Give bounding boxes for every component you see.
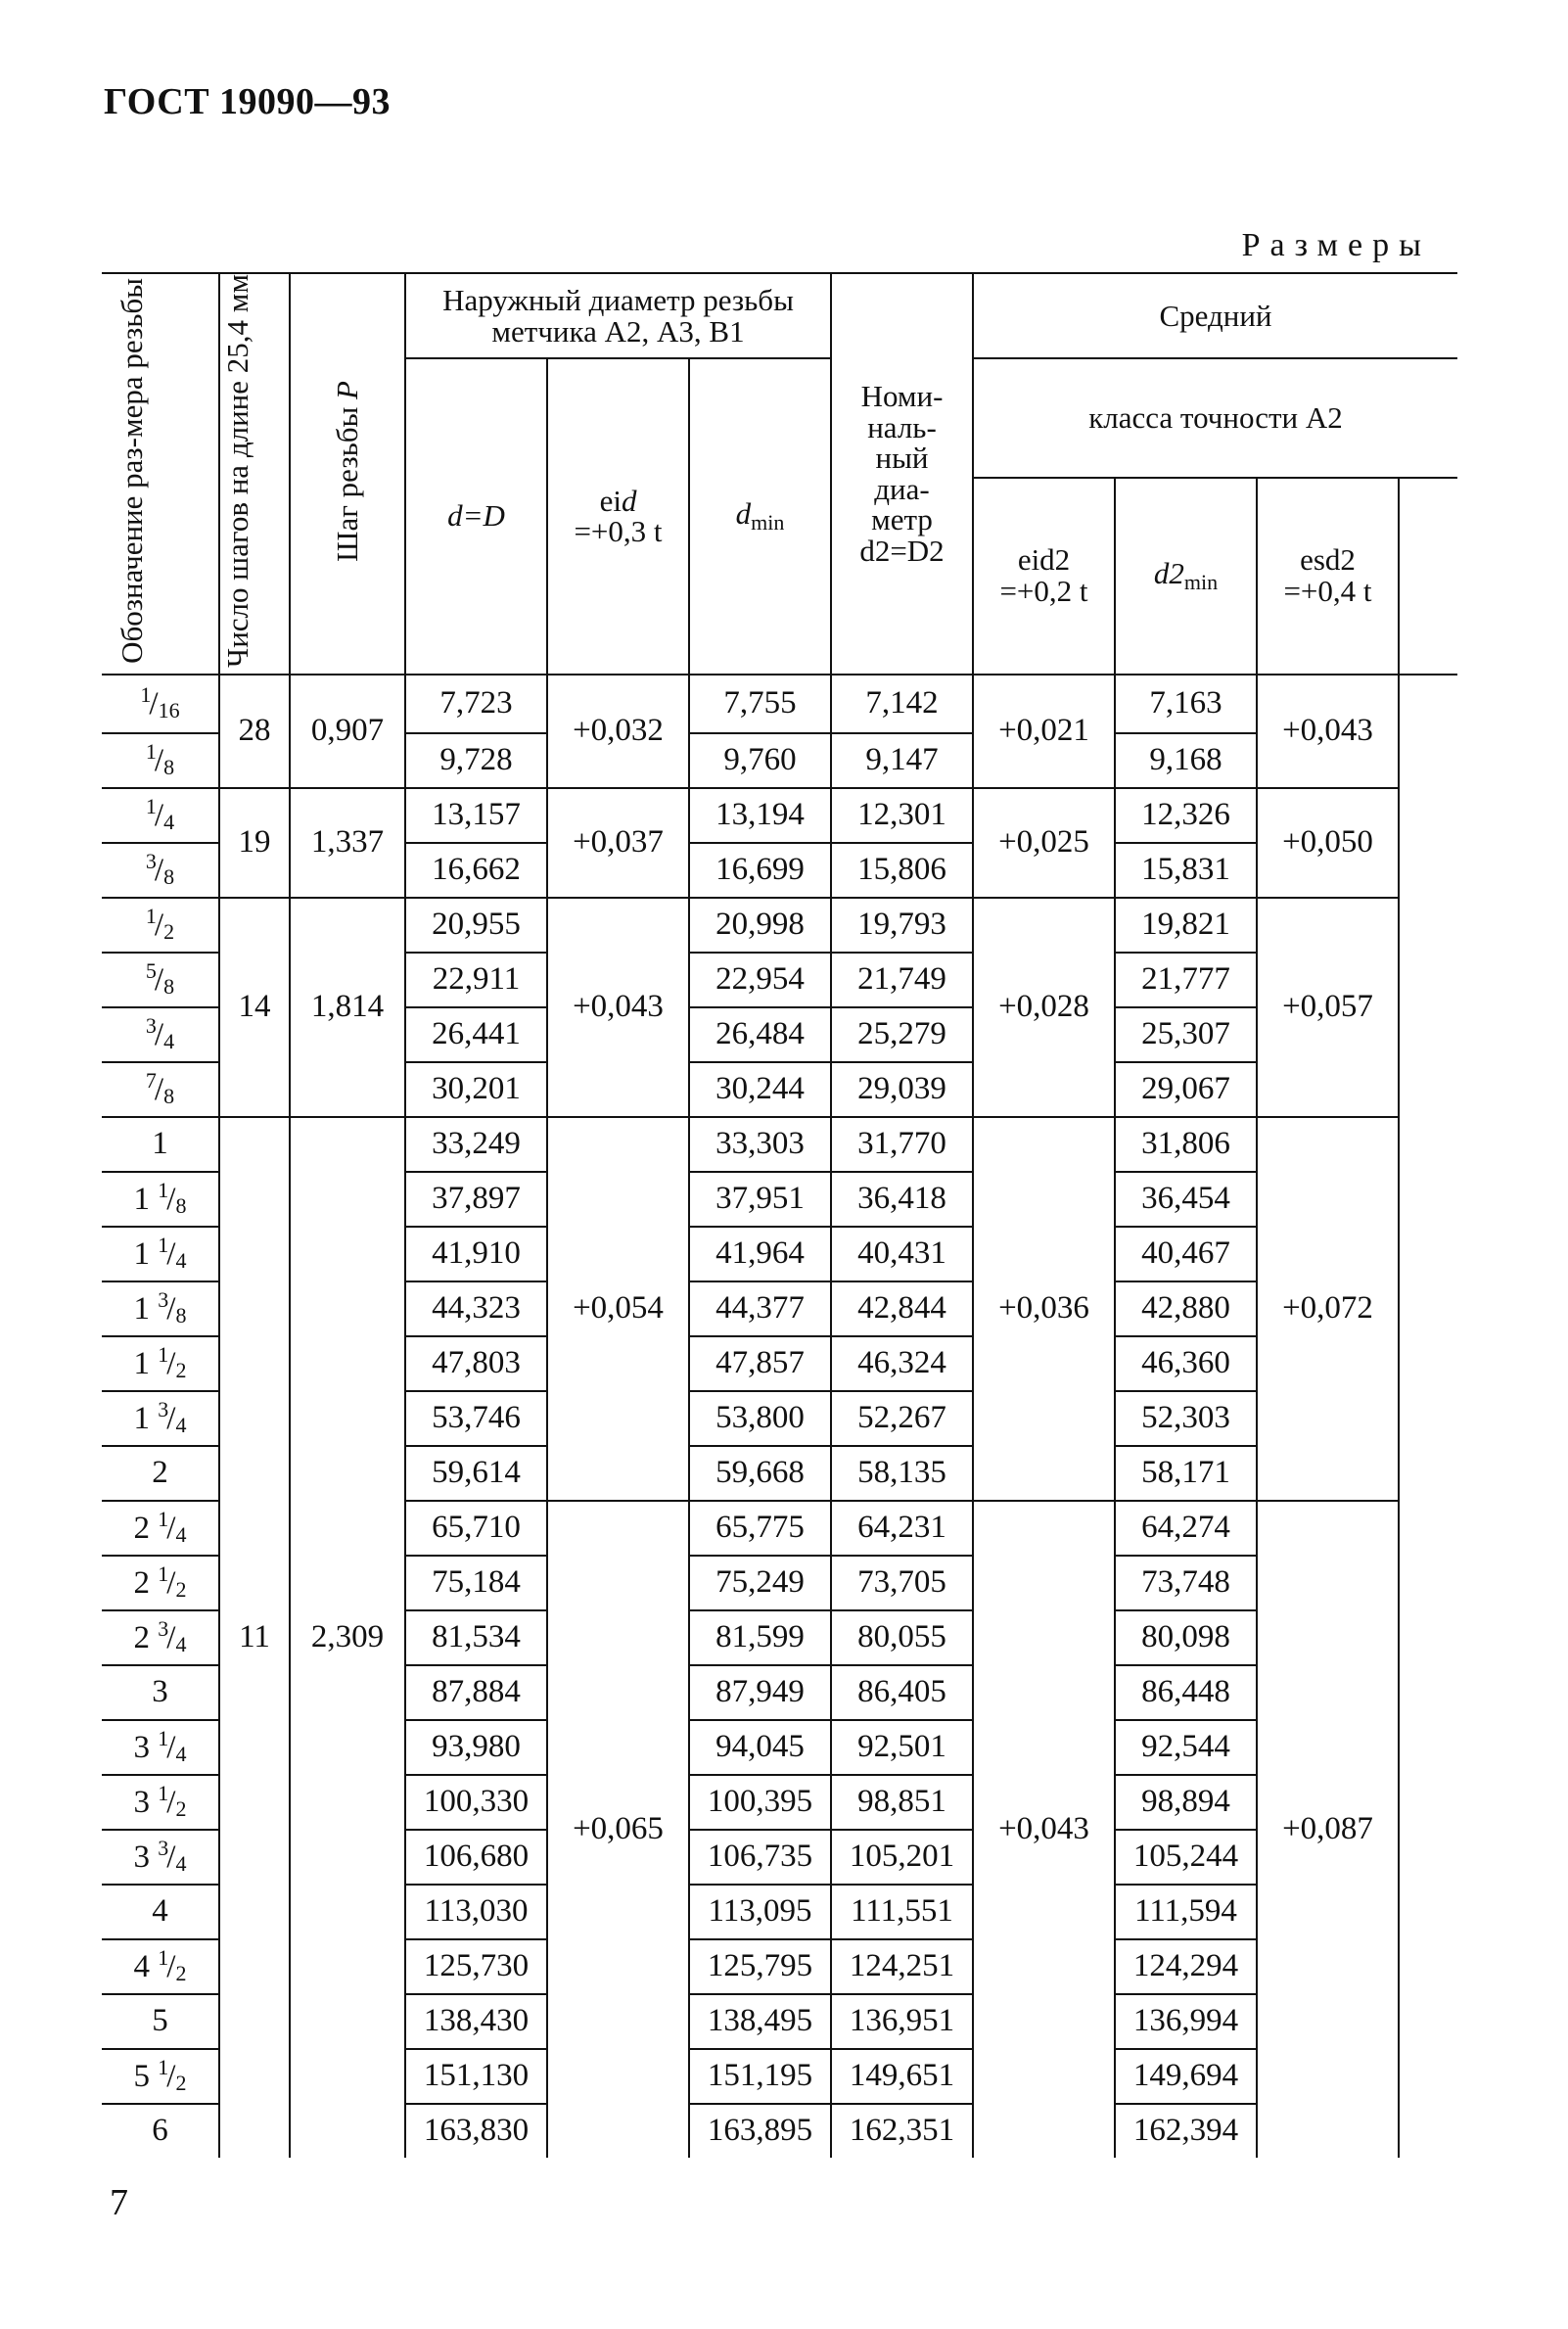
fraction-slash: / [166, 2059, 176, 2095]
nominal-d2-cell: 12,301 [831, 788, 973, 843]
dmin-cell: 47,857 [689, 1336, 831, 1391]
threads-per-inch-cell: 28 [219, 675, 290, 788]
designation-fraction [158, 1342, 187, 1383]
d2min-cell: 80,098 [1115, 1610, 1257, 1665]
designation-fraction [158, 1178, 187, 1219]
thread-designation-cell [102, 1720, 219, 1775]
fraction-denominator: 4 [175, 1742, 187, 1767]
thread-dimensions-table [102, 272, 1457, 2158]
page-number: 7 [110, 2182, 128, 2223]
designation-fraction [145, 1068, 175, 1109]
dmin-cell: 106,735 [689, 1830, 831, 1885]
designation-whole: 4 [133, 1949, 159, 1985]
table-row [102, 675, 1457, 733]
fraction-numerator: 1 [158, 1342, 169, 1368]
d2min-cell: 46,360 [1115, 1336, 1257, 1391]
fraction-numerator: 1 [158, 1507, 169, 1532]
fraction-numerator: 1 [158, 1945, 169, 1971]
nominal-d2-cell: 29,039 [831, 1062, 973, 1117]
outer-d-cell: 20,955 [405, 898, 547, 953]
thread-designation-cell [102, 1610, 219, 1665]
designation-fraction [158, 1561, 187, 1603]
designation-header: Обозначение раз-мера резьбы [102, 273, 219, 675]
outer-d-cell: 37,897 [405, 1172, 547, 1227]
outer-d-cell: 81,534 [405, 1610, 547, 1665]
designation-fraction [145, 904, 175, 945]
dmin-cell: 44,377 [689, 1281, 831, 1336]
nominal-d2-cell: 15,806 [831, 843, 973, 898]
outer-d-cell: 87,884 [405, 1665, 547, 1720]
designation-whole: 1 [133, 1346, 159, 1382]
nominal-d2-cell: 7,142 [831, 675, 973, 733]
fraction-denominator: 8 [163, 864, 175, 890]
fraction-numerator: 1 [140, 682, 152, 708]
threads-per-inch-header: Число шагов на длине 25,4 мм [219, 273, 290, 675]
dmin-cell: 22,954 [689, 953, 831, 1007]
designation-fraction [145, 1013, 175, 1054]
dmin-cell: 125,795 [689, 1939, 831, 1994]
fraction-slash: / [154, 798, 164, 834]
fraction-numerator: 3 [145, 1013, 157, 1039]
table-row [102, 898, 1457, 953]
fraction-denominator: 4 [175, 1248, 187, 1274]
fraction-denominator: 8 [163, 755, 175, 780]
dmin-cell: 75,249 [689, 1556, 831, 1610]
esd2-tolerance-cell: +0,050 [1257, 788, 1399, 898]
d2min-cell: 36,454 [1115, 1172, 1257, 1227]
designation-fraction [145, 794, 175, 835]
pitch-cell: 2,309 [290, 1117, 405, 2158]
fraction-denominator: 8 [163, 1084, 175, 1109]
outer-d-cell: 125,730 [405, 1939, 547, 1994]
thread-designation-cell [102, 1775, 219, 1830]
designation-whole: 3 [133, 1785, 159, 1821]
fraction-slash: / [166, 1620, 176, 1656]
designation-whole: 1 [133, 1236, 159, 1273]
dmin-cell: 33,303 [689, 1117, 831, 1172]
designation-whole: 3 [133, 1730, 159, 1766]
eid2-tolerance-cell: +0,021 [973, 675, 1115, 788]
esd2-tolerance-cell: +0,072 [1257, 1117, 1399, 1501]
outer-d-cell: 13,157 [405, 788, 547, 843]
designation-fraction [145, 958, 175, 1000]
fraction-slash: / [154, 853, 164, 889]
thread-designation-cell [102, 1007, 219, 1062]
outer-d-cell: 41,910 [405, 1227, 547, 1281]
outer-d-cell: 7,723 [405, 675, 547, 733]
d2min-cell: 9,168 [1115, 733, 1257, 788]
threads-per-inch-cell: 14 [219, 898, 290, 1117]
document-title: ГОСТ 19090—93 [104, 81, 392, 122]
designation-fraction [145, 849, 175, 890]
fraction-denominator: 2 [175, 1577, 187, 1603]
d2min-cell: 105,244 [1115, 1830, 1257, 1885]
pitch-cell: 0,907 [290, 675, 405, 788]
fraction-denominator: 8 [163, 974, 175, 1000]
sizes-label: Размеры [1241, 227, 1431, 263]
fraction-slash: / [166, 1949, 176, 1985]
threads-per-inch-cell: 19 [219, 788, 290, 898]
nominal-d2-cell: 31,770 [831, 1117, 973, 1172]
nominal-d2-cell: 92,501 [831, 1720, 973, 1775]
d2min-cell: 136,994 [1115, 1994, 1257, 2049]
fraction-slash: / [166, 1785, 176, 1821]
middle-diameter-group-header: Средний [973, 273, 1457, 358]
thread-designation-cell [102, 1501, 219, 1556]
thread-designation-cell [102, 1336, 219, 1391]
fraction-numerator: 1 [158, 1561, 169, 1587]
d2min-cell: 7,163 [1115, 675, 1257, 733]
designation-fraction [158, 1726, 187, 1767]
fraction-denominator: 8 [175, 1303, 187, 1328]
designation-fraction [158, 1616, 187, 1657]
nominal-d2-cell: 9,147 [831, 733, 973, 788]
table-row [102, 788, 1457, 843]
pitch-header: Шаг резьбы P [290, 273, 405, 675]
fraction-denominator: 2 [175, 1358, 187, 1383]
dmin-cell: 163,895 [689, 2104, 831, 2158]
dmin-cell: 94,045 [689, 1720, 831, 1775]
pitch-cell: 1,337 [290, 788, 405, 898]
dmin-cell: 59,668 [689, 1446, 831, 1501]
thread-designation-cell [102, 2049, 219, 2104]
outer-d-cell: 16,662 [405, 843, 547, 898]
designation-whole: 1 [133, 1401, 159, 1437]
dmin-cell: 53,800 [689, 1391, 831, 1446]
eid2-tolerance-cell: +0,028 [973, 898, 1115, 1117]
nominal-d2-cell: 25,279 [831, 1007, 973, 1062]
fraction-slash: / [166, 1511, 176, 1547]
outer-d-cell: 30,201 [405, 1062, 547, 1117]
fraction-slash: / [154, 962, 164, 999]
fraction-denominator: 4 [163, 1029, 175, 1054]
outer-d-cell: 106,680 [405, 1830, 547, 1885]
nominal-d2-cell: 42,844 [831, 1281, 973, 1336]
outer-d-cell: 100,330 [405, 1775, 547, 1830]
fraction-denominator: 2 [175, 1796, 187, 1822]
dmin-cell: 100,395 [689, 1775, 831, 1830]
eid-tolerance-cell: +0,054 [547, 1117, 689, 1501]
d2min-cell: 64,274 [1115, 1501, 1257, 1556]
d2min-cell: 98,894 [1115, 1775, 1257, 1830]
thread-designation-cell [102, 1939, 219, 1994]
fraction-numerator: 3 [158, 1397, 169, 1422]
table-row [102, 1117, 1457, 1172]
outer-d-cell: 138,430 [405, 1994, 547, 2049]
eid2-tolerance-cell: +0,036 [973, 1117, 1115, 1501]
outer-d-cell: 44,323 [405, 1281, 547, 1336]
thread-designation-cell [102, 1994, 219, 2049]
dmin-cell: 7,755 [689, 675, 831, 733]
designation-fraction [158, 1287, 187, 1328]
thread-designation-cell [102, 898, 219, 953]
fraction-numerator: 1 [158, 1178, 169, 1203]
designation-fraction [158, 1945, 187, 1986]
d2min-cell: 52,303 [1115, 1391, 1257, 1446]
designation-whole: 2 [152, 1454, 168, 1490]
fraction-denominator: 4 [175, 1851, 187, 1877]
fraction-denominator: 2 [175, 2071, 187, 2096]
d2min-cell: 21,777 [1115, 953, 1257, 1007]
outer-d-cell: 163,830 [405, 2104, 547, 2158]
thread-designation-cell [102, 788, 219, 843]
fraction-denominator: 4 [175, 1413, 187, 1438]
fraction-slash: / [149, 686, 159, 722]
dmin-cell: 37,951 [689, 1172, 831, 1227]
fraction-numerator: 1 [158, 1726, 169, 1751]
thread-designation-cell [102, 1281, 219, 1336]
esd2-header: esd2 =+0,4 t [1257, 478, 1399, 675]
dmin-cell: 81,599 [689, 1610, 831, 1665]
outer-d-cell: 9,728 [405, 733, 547, 788]
fraction-slash: / [166, 1346, 176, 1382]
thread-designation-cell [102, 675, 219, 733]
dmin-cell: 13,194 [689, 788, 831, 843]
outer-d-cell: 65,710 [405, 1501, 547, 1556]
fraction-slash: / [166, 1730, 176, 1766]
thread-designation-cell [102, 1830, 219, 1885]
eid-tolerance-cell: +0,043 [547, 898, 689, 1117]
d-eq-D-header: d=D [405, 358, 547, 675]
designation-whole: 5 [133, 2059, 159, 2095]
esd2-tolerance-cell: +0,043 [1257, 675, 1399, 788]
outer-d-cell: 151,130 [405, 2049, 547, 2104]
d2min-cell: 111,594 [1115, 1885, 1257, 1939]
d2min-cell: 73,748 [1115, 1556, 1257, 1610]
designation-fraction [145, 739, 175, 780]
fraction-denominator: 8 [175, 1193, 187, 1219]
designation-fraction [158, 1397, 187, 1438]
blank-header-cell [1399, 478, 1457, 675]
d2min-cell: 162,394 [1115, 2104, 1257, 2158]
dmin-cell: 26,484 [689, 1007, 831, 1062]
threads-per-inch-cell: 11 [219, 1117, 290, 2158]
designation-whole: 3 [133, 1840, 159, 1876]
dmin-cell: 30,244 [689, 1062, 831, 1117]
nominal-d2-cell: 58,135 [831, 1446, 973, 1501]
dmin-cell: 151,195 [689, 2049, 831, 2104]
designation-whole: 2 [133, 1620, 159, 1656]
dmin-cell: 9,760 [689, 733, 831, 788]
nominal-d2-cell: 149,651 [831, 2049, 973, 2104]
nominal-d2-cell: 80,055 [831, 1610, 973, 1665]
designation-fraction [158, 1507, 187, 1548]
d2min-header: $d2_{min}$ [1115, 478, 1257, 675]
fraction-denominator: 16 [158, 698, 180, 723]
fraction-denominator: 2 [175, 1961, 187, 1986]
eid-tolerance-cell: +0,065 [547, 1501, 689, 2158]
d2min-cell: 92,544 [1115, 1720, 1257, 1775]
thread-designation-cell [102, 1391, 219, 1446]
designation-fraction [140, 682, 180, 723]
thread-designation-cell [102, 1556, 219, 1610]
dmin-cell: 113,095 [689, 1885, 831, 1939]
fraction-numerator: 3 [158, 1836, 169, 1861]
d2min-cell: 42,880 [1115, 1281, 1257, 1336]
designation-whole: 4 [152, 1892, 168, 1929]
thread-designation-cell [102, 1062, 219, 1117]
designation-whole: 3 [152, 1673, 168, 1709]
thread-designation-cell [102, 953, 219, 1007]
dmin-cell: 87,949 [689, 1665, 831, 1720]
nominal-d2-cell: 21,749 [831, 953, 973, 1007]
table-body [102, 675, 1457, 2158]
fraction-numerator: 1 [158, 1233, 169, 1258]
designation-whole: 5 [152, 2002, 168, 2038]
eid2-tolerance-cell: +0,043 [973, 1501, 1115, 2158]
outer-d-cell: 33,249 [405, 1117, 547, 1172]
fraction-numerator: 3 [145, 849, 157, 874]
d2min-cell: 31,806 [1115, 1117, 1257, 1172]
nominal-d2-cell: 36,418 [831, 1172, 973, 1227]
fraction-denominator: 4 [175, 1632, 187, 1657]
outer-d-cell: 53,746 [405, 1391, 547, 1446]
dmin-cell: 138,495 [689, 1994, 831, 2049]
outer-d-cell: 47,803 [405, 1336, 547, 1391]
outer-d-cell: 93,980 [405, 1720, 547, 1775]
thread-designation-cell [102, 733, 219, 788]
esd2-tolerance-cell: +0,057 [1257, 898, 1399, 1117]
nominal-d2-cell: 64,231 [831, 1501, 973, 1556]
fraction-slash: / [154, 743, 164, 779]
pitch-cell: 1,814 [290, 898, 405, 1117]
designation-fraction [158, 1781, 187, 1822]
fraction-numerator: 1 [145, 904, 157, 929]
thread-designation-cell [102, 1117, 219, 1172]
nominal-d2-cell: 40,431 [831, 1227, 973, 1281]
designation-whole: 6 [152, 2112, 168, 2148]
esd2-tolerance-cell: +0,087 [1257, 1501, 1399, 2158]
nominal-d2-cell: 162,351 [831, 2104, 973, 2158]
designation-whole: 2 [133, 1511, 159, 1547]
outer-diameter-group-header: Наружный диаметр резьбы метчика А2, А3, В1 [405, 273, 831, 358]
eid2-tolerance-cell: +0,025 [973, 788, 1115, 898]
d2min-cell: 15,831 [1115, 843, 1257, 898]
fraction-slash: / [166, 1840, 176, 1876]
fraction-denominator: 4 [175, 1522, 187, 1548]
fraction-numerator: 5 [145, 958, 157, 984]
nominal-d2-cell: 111,551 [831, 1885, 973, 1939]
thread-designation-cell [102, 2104, 219, 2158]
d2min-cell: 86,448 [1115, 1665, 1257, 1720]
designation-fraction [158, 1836, 187, 1877]
fraction-slash: / [154, 908, 164, 944]
fraction-slash: / [166, 1565, 176, 1602]
outer-d-cell: 22,911 [405, 953, 547, 1007]
fraction-slash: / [166, 1236, 176, 1273]
nominal-d2-cell: 136,951 [831, 1994, 973, 2049]
fraction-numerator: 1 [158, 2055, 169, 2080]
dmin-header: $d_{min}$ [689, 358, 831, 675]
outer-d-cell: 75,184 [405, 1556, 547, 1610]
designation-whole: 2 [133, 1565, 159, 1602]
eid-header: eid =+0,3 t [547, 358, 689, 675]
nominal-d2-cell: 73,705 [831, 1556, 973, 1610]
blank-column-cell [1399, 675, 1457, 2158]
designation-whole: 1 [152, 1125, 168, 1161]
designation-whole: 1 [133, 1182, 159, 1218]
nominal-d2-cell: 86,405 [831, 1665, 973, 1720]
fraction-denominator: 2 [163, 919, 175, 945]
designation-fraction [158, 2055, 187, 2096]
dmin-cell: 41,964 [689, 1227, 831, 1281]
d2min-cell: 58,171 [1115, 1446, 1257, 1501]
nominal-d2-cell: 19,793 [831, 898, 973, 953]
fraction-denominator: 4 [163, 810, 175, 835]
outer-d-cell: 59,614 [405, 1446, 547, 1501]
thread-designation-cell [102, 1885, 219, 1939]
d2min-cell: 19,821 [1115, 898, 1257, 953]
fraction-slash: / [166, 1291, 176, 1328]
eid2-header: eid2 =+0,2 t [973, 478, 1115, 675]
dmin-cell: 20,998 [689, 898, 831, 953]
nominal-diameter-header: Номи- наль- ный диа- метр d2=D2 [831, 273, 973, 675]
fraction-numerator: 3 [158, 1287, 169, 1313]
fraction-slash: / [166, 1182, 176, 1218]
d2min-cell: 25,307 [1115, 1007, 1257, 1062]
dmin-cell: 16,699 [689, 843, 831, 898]
nominal-d2-cell: 52,267 [831, 1391, 973, 1446]
dmin-cell: 65,775 [689, 1501, 831, 1556]
fraction-numerator: 1 [145, 794, 157, 819]
eid-tolerance-cell: +0,032 [547, 675, 689, 788]
fraction-numerator: 3 [158, 1616, 169, 1642]
fraction-numerator: 1 [145, 739, 157, 765]
thread-designation-cell [102, 1446, 219, 1501]
d2min-cell: 40,467 [1115, 1227, 1257, 1281]
designation-fraction [158, 1233, 187, 1274]
eid-tolerance-cell: +0,037 [547, 788, 689, 898]
outer-d-cell: 26,441 [405, 1007, 547, 1062]
nominal-d2-cell: 46,324 [831, 1336, 973, 1391]
thread-designation-cell [102, 1665, 219, 1720]
designation-whole: 1 [133, 1291, 159, 1328]
d2min-cell: 29,067 [1115, 1062, 1257, 1117]
outer-d-cell: 113,030 [405, 1885, 547, 1939]
fraction-numerator: 7 [145, 1068, 157, 1094]
thread-designation-cell [102, 843, 219, 898]
accuracy-class-header: класса точности А2 [973, 358, 1457, 478]
nominal-d2-cell: 98,851 [831, 1775, 973, 1830]
thread-designation-cell [102, 1227, 219, 1281]
fraction-numerator: 1 [158, 1781, 169, 1806]
fraction-slash: / [166, 1401, 176, 1437]
d2min-cell: 149,694 [1115, 2049, 1257, 2104]
fraction-slash: / [154, 1072, 164, 1108]
nominal-d2-cell: 105,201 [831, 1830, 973, 1885]
thread-designation-cell [102, 1172, 219, 1227]
d2min-cell: 12,326 [1115, 788, 1257, 843]
d2min-cell: 124,294 [1115, 1939, 1257, 1994]
fraction-slash: / [154, 1017, 164, 1053]
nominal-d2-cell: 124,251 [831, 1939, 973, 1994]
